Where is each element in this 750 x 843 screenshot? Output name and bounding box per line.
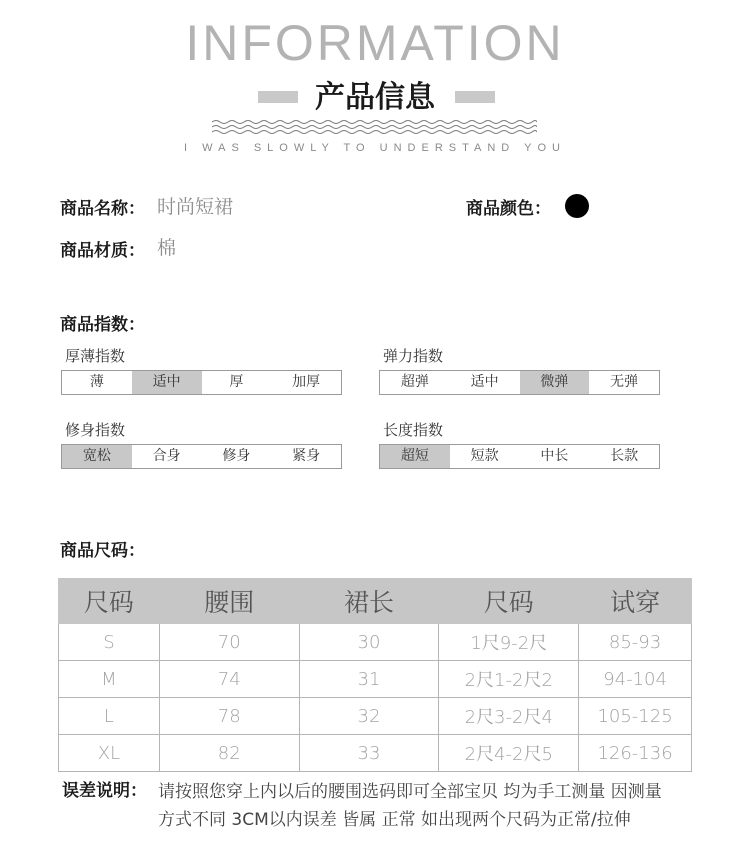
table-cell: L	[59, 698, 160, 735]
index-option: 长款	[610, 448, 639, 464]
table-row	[59, 624, 692, 661]
column-header: 尺码	[439, 579, 579, 624]
table-cell: 78	[159, 698, 299, 735]
table-row	[59, 661, 692, 698]
index-option: 无弹	[610, 374, 639, 390]
table-cell: 1尺9-2尺	[439, 624, 579, 661]
table-cell: M	[59, 661, 160, 698]
product-name-value: 时尚短裙	[157, 196, 234, 218]
table-cell: 33	[299, 735, 439, 772]
index-option-selected: 适中	[132, 371, 202, 394]
index-scale-elasticity	[379, 370, 660, 395]
index-scale-length	[379, 444, 660, 469]
table-cell: XL	[59, 735, 160, 772]
product-name-label: 商品名称：	[60, 199, 145, 219]
table-cell: 2尺3-2尺4	[439, 698, 579, 735]
index-option-selected: 超短	[380, 445, 450, 468]
table-cell: S	[59, 624, 160, 661]
product-material-value: 棉	[157, 237, 177, 259]
wave-decoration	[212, 118, 537, 136]
product-color-swatch	[565, 194, 589, 218]
table-cell: 85-93	[579, 624, 692, 661]
index-option: 加厚	[292, 374, 321, 390]
column-header: 腰围	[159, 579, 299, 624]
index-option: 短款	[470, 448, 499, 464]
table-cell: 82	[159, 735, 299, 772]
table-row	[59, 698, 692, 735]
table-cell: 70	[159, 624, 299, 661]
table-cell: 105-125	[579, 698, 692, 735]
subtitle-english: I WAS SLOWLY TO UNDERSTAND YOU	[184, 142, 566, 154]
size-table	[58, 578, 692, 772]
index-option: 厚	[229, 374, 244, 390]
index-option-selected: 微弹	[520, 371, 590, 394]
size-table-header	[59, 579, 692, 624]
index-option: 修身	[222, 448, 251, 464]
index-option: 适中	[470, 374, 499, 390]
note-line-1: 请按照您穿上内以后的腰围选码即可全部宝贝 均为手工测量 因测量	[158, 782, 662, 802]
index-option: 薄	[89, 374, 104, 390]
table-cell: 74	[159, 661, 299, 698]
index-option: 中长	[540, 448, 569, 464]
indices-section-label: 商品指数：	[60, 315, 145, 335]
table-row	[59, 735, 692, 772]
note-label: 误差说明：	[62, 781, 147, 801]
title-english: INFORMATION	[185, 15, 565, 71]
table-cell: 30	[299, 624, 439, 661]
index-option: 紧身	[292, 448, 321, 464]
title-right-bar	[455, 91, 495, 103]
table-cell: 32	[299, 698, 439, 735]
table-cell: 2尺1-2尺2	[439, 661, 579, 698]
product-material-label: 商品材质：	[60, 241, 145, 261]
index-title-length: 长度指数	[383, 421, 444, 439]
table-cell: 31	[299, 661, 439, 698]
index-option: 合身	[152, 448, 181, 464]
table-cell: 126-136	[579, 735, 692, 772]
index-scale-fit	[61, 444, 342, 469]
size-section-label: 商品尺码：	[60, 541, 145, 561]
table-cell: 2尺4-2尺5	[439, 735, 579, 772]
index-scale-thickness	[61, 370, 342, 395]
product-color-label: 商品颜色：	[466, 199, 551, 219]
index-title-elasticity: 弹力指数	[383, 347, 444, 365]
index-title-thickness: 厚薄指数	[65, 347, 126, 365]
index-title-fit: 修身指数	[65, 421, 126, 439]
column-header: 尺码	[59, 579, 160, 624]
title-chinese: 产品信息	[315, 80, 435, 115]
table-cell: 94-104	[579, 661, 692, 698]
column-header: 试穿	[579, 579, 692, 624]
index-option: 超弹	[400, 374, 429, 390]
column-header: 裙长	[299, 579, 439, 624]
note-line-2: 方式不同 3CM以内误差 皆属 正常 如出现两个尺码为正常/拉伸	[158, 810, 631, 830]
index-option-selected: 宽松	[62, 445, 132, 468]
